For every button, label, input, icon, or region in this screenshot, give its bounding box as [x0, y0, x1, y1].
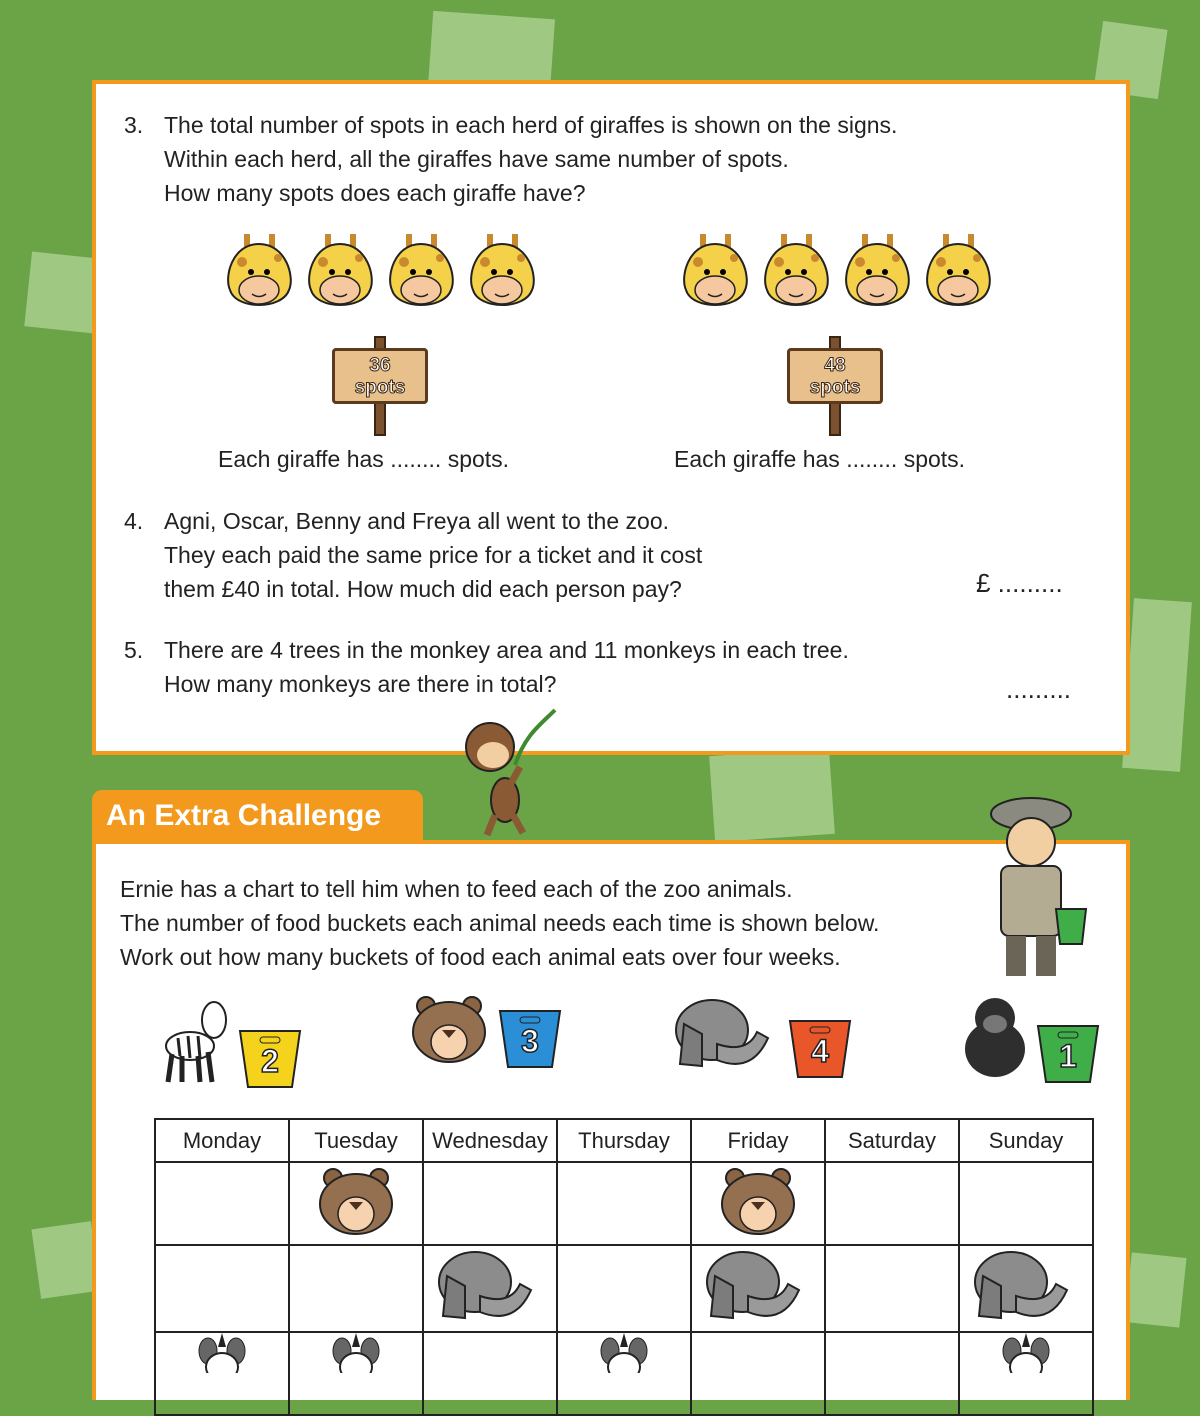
question-3: [124, 108, 897, 210]
chart-cell: [289, 1245, 423, 1332]
chart-cell: [825, 1162, 959, 1245]
giraffe-icon: [921, 232, 996, 317]
question-4: [124, 504, 702, 606]
bear-face-icon: [313, 1223, 399, 1240]
bucket-count: 3: [521, 1023, 539, 1059]
chart-cell: [959, 1332, 1093, 1415]
answer-prefix: Each giraffe has: [218, 446, 384, 472]
giraffe-icon: [384, 232, 459, 317]
chart-cell: [423, 1162, 557, 1245]
zebra-icon: [152, 994, 232, 1089]
monkey-icon: [455, 705, 565, 840]
sign-unit: spots: [354, 377, 406, 398]
question-text: Within each herd, all the giraffes have same number of spots.: [164, 146, 789, 172]
question-text: The total number of spots in each herd of giraffes is shown on the signs.: [164, 112, 898, 138]
answer-suffix: spots.: [447, 446, 510, 472]
chart-cell: [959, 1245, 1093, 1332]
giraffe-icon: [303, 232, 378, 317]
day-header: Friday: [691, 1119, 825, 1162]
gorilla-icon: [960, 994, 1030, 1084]
sign-unit: spots: [809, 377, 861, 398]
chart-cell: [289, 1162, 423, 1245]
day-header: Sunday: [959, 1119, 1093, 1162]
zebra-bucket-group: [152, 994, 302, 1089]
question-text: How many spots does each giraffe have?: [164, 180, 586, 206]
answer-prefix: Each giraffe has: [674, 446, 840, 472]
chart-cell: [289, 1332, 423, 1415]
bucket-count: 4: [811, 1033, 829, 1069]
chart-cell: [825, 1245, 959, 1332]
chart-cell: [959, 1162, 1093, 1245]
giraffe-icon: [840, 232, 915, 317]
day-header: Thursday: [557, 1119, 691, 1162]
zebra-face-icon: [192, 1360, 252, 1377]
bear-bucket-group: [406, 994, 562, 1069]
giraffe-herd-1: [222, 232, 540, 317]
q4-answer-blank[interactable]: £ .........: [976, 568, 1063, 598]
sign-number: 36: [369, 355, 391, 376]
gorilla-bucket-group: [960, 994, 1100, 1084]
answer-suffix: spots.: [903, 446, 966, 472]
chart-row-bear: [155, 1162, 1093, 1245]
instruction-line: Work out how many buckets of food each animal eats over four weeks.: [120, 944, 841, 970]
question-text: There are 4 trees in the monkey area and 11 monkeys in each tree.: [164, 637, 849, 663]
chart-cell: [557, 1162, 691, 1245]
chart-cell: [423, 1332, 557, 1415]
answer-line-herd-1[interactable]: [218, 446, 509, 473]
bucket-icon: [1036, 1018, 1100, 1084]
bucket-icon: [788, 1013, 852, 1079]
bear-icon: [406, 994, 492, 1069]
challenge-instructions: [120, 872, 879, 974]
question-text: them £40 in total. How much did each person pay?: [164, 576, 682, 602]
zebra-face-icon: [996, 1360, 1056, 1377]
extra-challenge-tab: An Extra Challenge: [92, 790, 423, 842]
question-number: 4.: [124, 508, 144, 534]
zebra-face-icon: [594, 1360, 654, 1377]
feeding-chart: [154, 1118, 1094, 1416]
giraffe-icon: [759, 232, 834, 317]
zookeeper-icon: [976, 794, 1096, 994]
bucket-icon: [498, 1003, 562, 1069]
spots-sign-1: [332, 336, 428, 436]
chart-cell: [423, 1245, 557, 1332]
elephant-face-icon: [435, 1313, 545, 1330]
challenge-panel: [92, 840, 1130, 1400]
question-text: They each paid the same price for a ticket and it cost: [164, 542, 703, 568]
chart-cell: [155, 1162, 289, 1245]
chart-cell: [691, 1332, 825, 1415]
elephant-bucket-group: [672, 994, 852, 1079]
chart-row-elephant: [155, 1245, 1093, 1332]
chart-cell: [557, 1332, 691, 1415]
bear-face-icon: [715, 1223, 801, 1240]
bucket-count: 2: [261, 1043, 279, 1079]
chart-row-zebra: [155, 1332, 1093, 1415]
answer-blank[interactable]: ........: [846, 446, 898, 472]
instruction-line: Ernie has a chart to tell him when to feed each of the zoo animals.: [120, 876, 793, 902]
giraffe-icon: [465, 232, 540, 317]
bucket-icon: [238, 1023, 302, 1089]
spots-sign-2: [787, 336, 883, 436]
elephant-icon: [672, 994, 782, 1079]
answer-blank[interactable]: ........: [390, 446, 442, 472]
questions-panel: [92, 80, 1130, 755]
question-number: 3.: [124, 112, 144, 138]
giraffe-icon: [222, 232, 297, 317]
day-header: Wednesday: [423, 1119, 557, 1162]
zebra-face-icon: [326, 1360, 386, 1377]
chart-cell: [825, 1332, 959, 1415]
q5-answer-blank[interactable]: .........: [1006, 674, 1072, 704]
question-text: Agni, Oscar, Benny and Freya all went to the zoo.: [164, 508, 670, 534]
giraffe-icon: [678, 232, 753, 317]
question-number: 5.: [124, 637, 144, 663]
day-header: Saturday: [825, 1119, 959, 1162]
chart-cell: [691, 1245, 825, 1332]
instruction-line: The number of food buckets each animal needs each time is shown below.: [120, 910, 880, 936]
bucket-count: 1: [1059, 1038, 1077, 1074]
day-header: Monday: [155, 1119, 289, 1162]
question-5: [124, 633, 849, 701]
chart-cell: [155, 1332, 289, 1415]
chart-cell: [155, 1245, 289, 1332]
chart-cell: [557, 1245, 691, 1332]
elephant-face-icon: [971, 1313, 1081, 1330]
elephant-face-icon: [703, 1313, 813, 1330]
chart-cell: [691, 1162, 825, 1245]
sign-number: 48: [824, 355, 846, 376]
question-text: How many monkeys are there in total?: [164, 671, 557, 697]
giraffe-herd-2: [678, 232, 996, 317]
day-header: Tuesday: [289, 1119, 423, 1162]
answer-line-herd-2[interactable]: [674, 446, 965, 473]
